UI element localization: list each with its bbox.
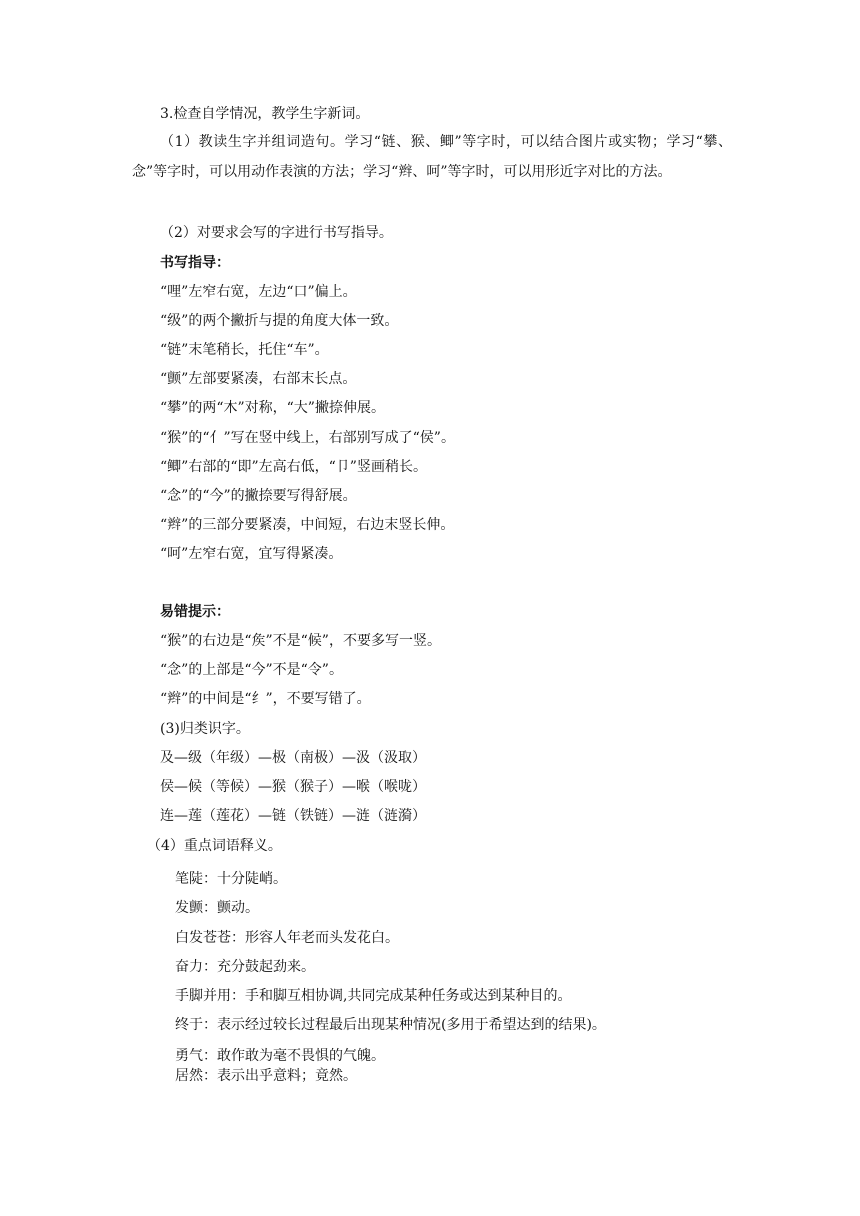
classify-item: 及—级（年级）—极（南极）—汲（汲取）: [160, 750, 426, 766]
writing-guide-item: “呵”左窄右宽，宜写得紧凑。: [160, 546, 343, 562]
vocab-item: 手脚并用：手和脚互相协调,共同完成某种任务或达到某种目的。: [175, 988, 572, 1004]
writing-guide-item: “猴”的“亻”写在竖中线上，右部别写成了“侯”。: [160, 430, 455, 446]
vocab-item: 白发苍苍：形容人年老而头发花白。: [175, 930, 399, 946]
writing-guide-item: “颤”左部要紧凑，右部末长点。: [160, 371, 357, 387]
error-tip-item: “念”的上部是“今”不是“令”。: [160, 662, 343, 678]
error-tip-item: “辫”的中间是“纟”，不要写错了。: [160, 691, 371, 707]
writing-guide-item: “念”的“今”的撇捺要写得舒展。: [160, 488, 357, 504]
error-tip-item: “猴”的右边是“矦”不是“候”，不要多写一竖。: [160, 633, 441, 649]
vocab-item: 勇气：敢作敢为毫不畏惧的气魄。: [175, 1048, 385, 1064]
teaching-step-1: （1）教读生字并组词造句。学习“链、猴、鲫”等字时，可以结合图片或实物；学习“攀、念”等字时，可以用动作表演的方法；学习“辫、呵”等字时，可以用形近字对比的方法。: [132, 134, 732, 180]
error-tips-title: 易错提示：: [160, 604, 230, 620]
vocab-item: 笔陡：十分陡峭。: [175, 871, 287, 887]
classify-title: (3)归类识字。: [160, 721, 250, 737]
classify-item: 侯—候（等候）—猴（猴子）—喉（喉咙）: [160, 779, 426, 795]
section-heading: 3.检查自学情况，教学生字新词。: [160, 106, 370, 122]
vocab-item: 发颤：颤动。: [175, 900, 259, 916]
vocab-title: （4）重点词语释义。: [147, 838, 282, 854]
writing-guide-item: “鲫”右部的“即”左高右低，“卩”竖画稍长。: [160, 459, 427, 475]
writing-guide-item: “辫”的三部分要紧凑，中间短，右边末竖长伸。: [160, 517, 455, 533]
writing-guide-item: “级”的两个撇折与提的角度大体一致。: [160, 313, 399, 329]
vocab-item: 终于：表示经过较长过程最后出现某种情况(多用于希望达到的结果)。: [175, 1017, 606, 1033]
vocab-item: 奋力：充分鼓起劲来。: [175, 959, 315, 975]
writing-guide-item: “链”末笔稍长，托住“车”。: [160, 342, 329, 358]
writing-guide-title: 书写指导：: [160, 255, 230, 271]
writing-guide-item: “哩”左窄右宽，左边“口”偏上。: [160, 284, 357, 300]
teaching-step-2: （2）对要求会写的字进行书写指导。: [160, 225, 393, 241]
vocab-item: 居然：表示出乎意料；竟然。: [175, 1068, 357, 1084]
classify-item: 连—莲（莲花）—链（铁链）—涟（涟漪）: [160, 808, 426, 824]
writing-guide-item: “攀”的两“木”对称，“大”撇捺伸展。: [160, 400, 385, 416]
